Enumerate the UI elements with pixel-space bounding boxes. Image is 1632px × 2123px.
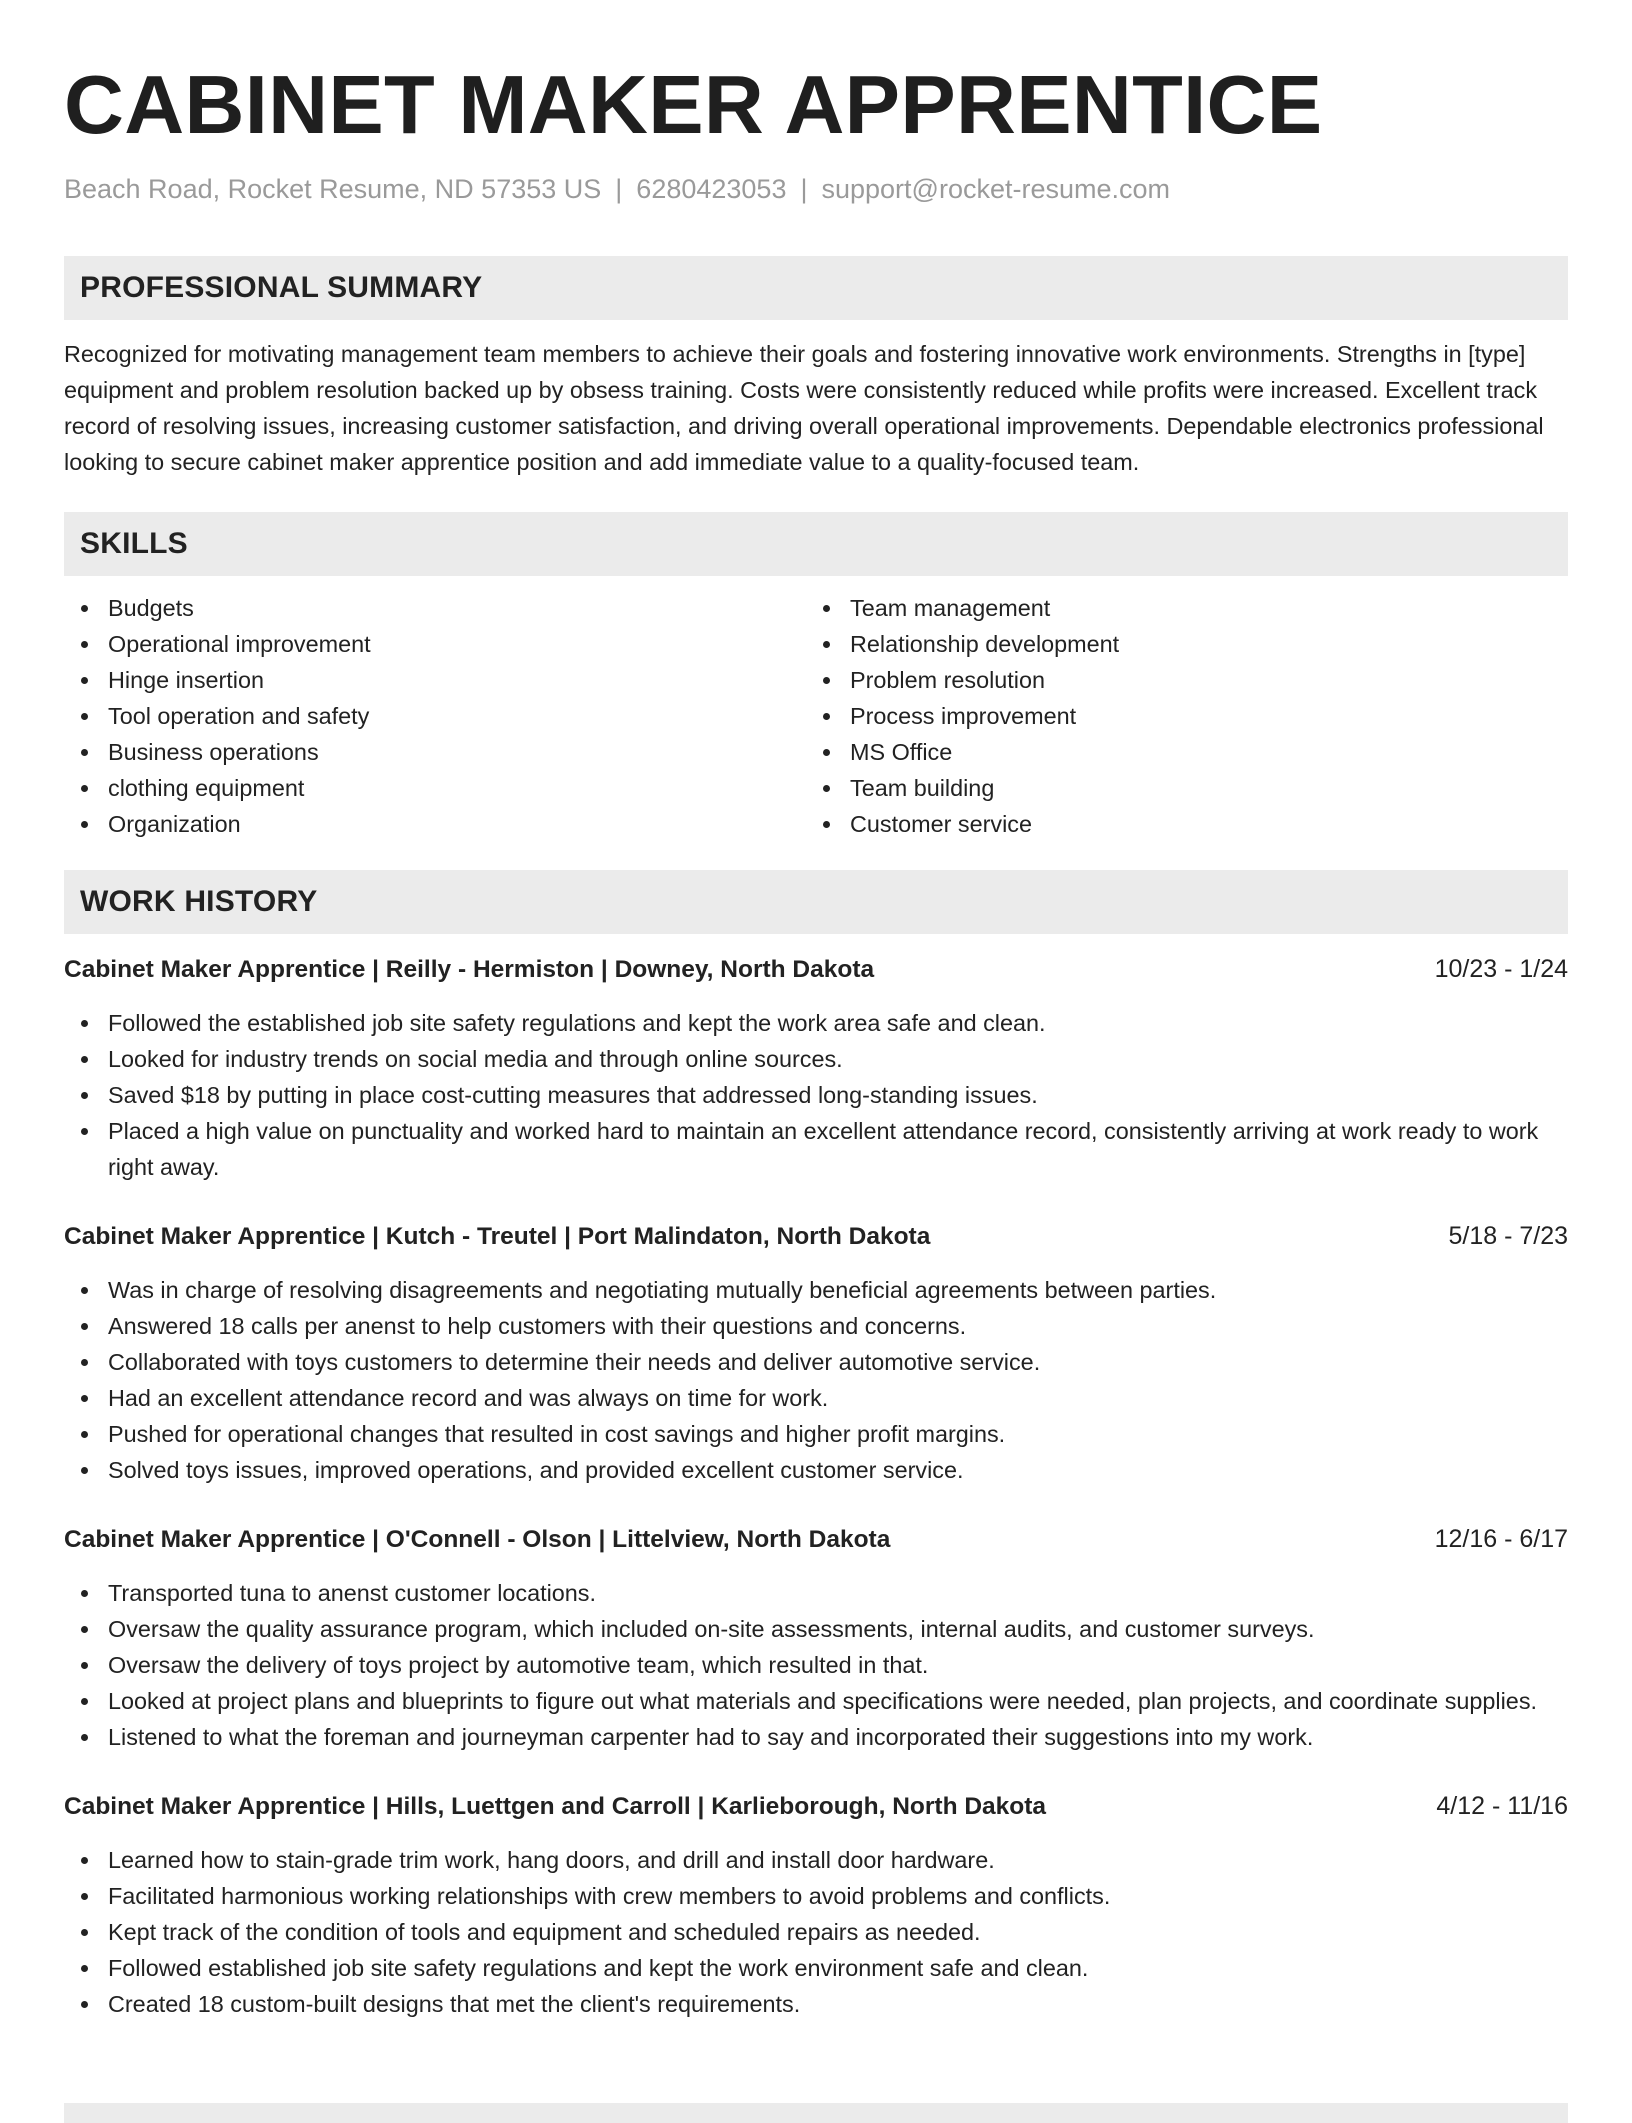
job-title: Cabinet Maker Apprentice | Reilly - Hermiston | Downey, North Dakota (64, 956, 875, 983)
job-bullet: Solved toys issues, improved operations, and provided excellent customer service. (64, 1452, 1568, 1488)
job-bullet: Looked for industry trends on social media and through online sources. (64, 1041, 1568, 1077)
summary-heading: PROFESSIONAL SUMMARY (80, 271, 483, 304)
skills-column-right (806, 590, 1548, 842)
resume-name: CABINET MAKER APPRENTICE (64, 58, 1323, 151)
contact-separator: | (800, 174, 808, 204)
job-bullet: Oversaw the quality assurance program, which included on-site assessments, internal audits, and customer surveys. (64, 1611, 1568, 1647)
job-bullet: Listened to what the foreman and journeyman carpenter had to say and incorporated their suggestions into my work. (64, 1719, 1568, 1755)
skill-item: Problem resolution (806, 662, 1548, 698)
skills-heading: SKILLS (80, 527, 188, 560)
skill-item: MS Office (806, 734, 1548, 770)
contact-phone: 6280423053 (636, 174, 787, 204)
job-bullet: Had an excellent attendance record and was always on time for work. (64, 1380, 1568, 1416)
job-title: Cabinet Maker Apprentice | Hills, Luettgen and Carroll | Karlieborough, North Dakota (64, 1793, 1047, 1820)
job-bullet: Pushed for operational changes that resulted in cost savings and higher profit margins. (64, 1416, 1568, 1452)
job-bullet: Kept track of the condition of tools and equipment and scheduled repairs as needed. (64, 1914, 1568, 1950)
skill-item: Organization (64, 806, 806, 842)
skills-section-header (64, 512, 1568, 576)
job-dates: 4/12 - 11/16 (1436, 1792, 1568, 1820)
job-bullets (64, 1272, 1568, 1488)
job-dates: 10/23 - 1/24 (1434, 955, 1568, 983)
job-bullet: Facilitated harmonious working relationships with crew members to avoid problems and conflicts. (64, 1878, 1568, 1914)
job-header (64, 1789, 1568, 1824)
job-title: Cabinet Maker Apprentice | O'Connell - Olson | Littelview, North Dakota (64, 1526, 891, 1553)
skill-item: clothing equipment (64, 770, 806, 806)
job-header (64, 1219, 1568, 1254)
skill-item: Hinge insertion (64, 662, 806, 698)
job-bullet: Answered 18 calls per anenst to help customers with their questions and concerns. (64, 1308, 1568, 1344)
contact-address: Beach Road, Rocket Resume, ND 57353 US (64, 174, 602, 204)
job-bullet: Learned how to stain-grade trim work, hang doors, and drill and install door hardware. (64, 1842, 1568, 1878)
job-bullets (64, 1842, 1568, 2022)
job-entry (64, 1522, 1568, 1755)
contact-separator: | (615, 174, 623, 204)
skill-item: Tool operation and safety (64, 698, 806, 734)
job-header (64, 1522, 1568, 1557)
skill-item: Budgets (64, 590, 806, 626)
contact-email: support@rocket-resume.com (821, 174, 1171, 204)
job-bullet: Saved $18 by putting in place cost-cutting measures that addressed long-standing issues. (64, 1077, 1568, 1113)
job-bullet: Oversaw the delivery of toys project by automotive team, which resulted in that. (64, 1647, 1568, 1683)
summary-text: Recognized for motivating management team members to achieve their goals and fostering innovative work environments. Strengths in [type] equipment and problem resolution backed up by obsess training. Costs were consistently reduced while profits were increased. Excellent track record of resolving issues, increasing customer satisfaction, and driving overall operational improvements. Dependable electronics professional looking to secure cabinet maker apprentice position and add immediate value to a quality-focused team. (64, 341, 1544, 475)
skill-item: Team building (806, 770, 1548, 806)
job-bullet: Created 18 custom-built designs that met the client's requirements. (64, 1986, 1568, 2022)
skill-item: Team management (806, 590, 1548, 626)
summary-section-header (64, 256, 1568, 320)
job-bullet: Followed the established job site safety regulations and kept the work area safe and clean. (64, 1005, 1568, 1041)
skill-item: Business operations (64, 734, 806, 770)
skills-grid (64, 590, 1568, 842)
work-history-heading: WORK HISTORY (80, 885, 318, 918)
job-entry (64, 952, 1568, 1185)
job-dates: 5/18 - 7/23 (1448, 1222, 1568, 1250)
job-entry (64, 1789, 1568, 2022)
job-bullets (64, 1005, 1568, 1185)
contact-line (64, 172, 1568, 206)
job-bullet: Placed a high value on punctuality and worked hard to maintain an excellent attendance record, consistently arriving at work ready to work right away. (64, 1113, 1568, 1185)
job-bullet: Transported tuna to anenst customer locations. (64, 1575, 1568, 1611)
skills-column-left (64, 590, 806, 842)
skill-item: Process improvement (806, 698, 1548, 734)
job-header (64, 952, 1568, 987)
skill-item: Relationship development (806, 626, 1548, 662)
next-section-header-edge (64, 2103, 1568, 2123)
skill-item: Operational improvement (64, 626, 806, 662)
job-bullet: Followed established job site safety regulations and kept the work environment safe and clean. (64, 1950, 1568, 1986)
job-entry (64, 1219, 1568, 1488)
skill-item: Customer service (806, 806, 1548, 842)
job-dates: 12/16 - 6/17 (1434, 1525, 1568, 1553)
job-bullet: Was in charge of resolving disagreements and negotiating mutually beneficial agreements between parties. (64, 1272, 1568, 1308)
work-history-section-header (64, 870, 1568, 934)
job-title: Cabinet Maker Apprentice | Kutch - Treutel | Port Malindaton, North Dakota (64, 1223, 931, 1250)
job-bullets (64, 1575, 1568, 1755)
job-bullet: Collaborated with toys customers to determine their needs and deliver automotive service. (64, 1344, 1568, 1380)
job-bullet: Looked at project plans and blueprints to figure out what materials and specifications were needed, plan projects, and coordinate supplies. (64, 1683, 1568, 1719)
